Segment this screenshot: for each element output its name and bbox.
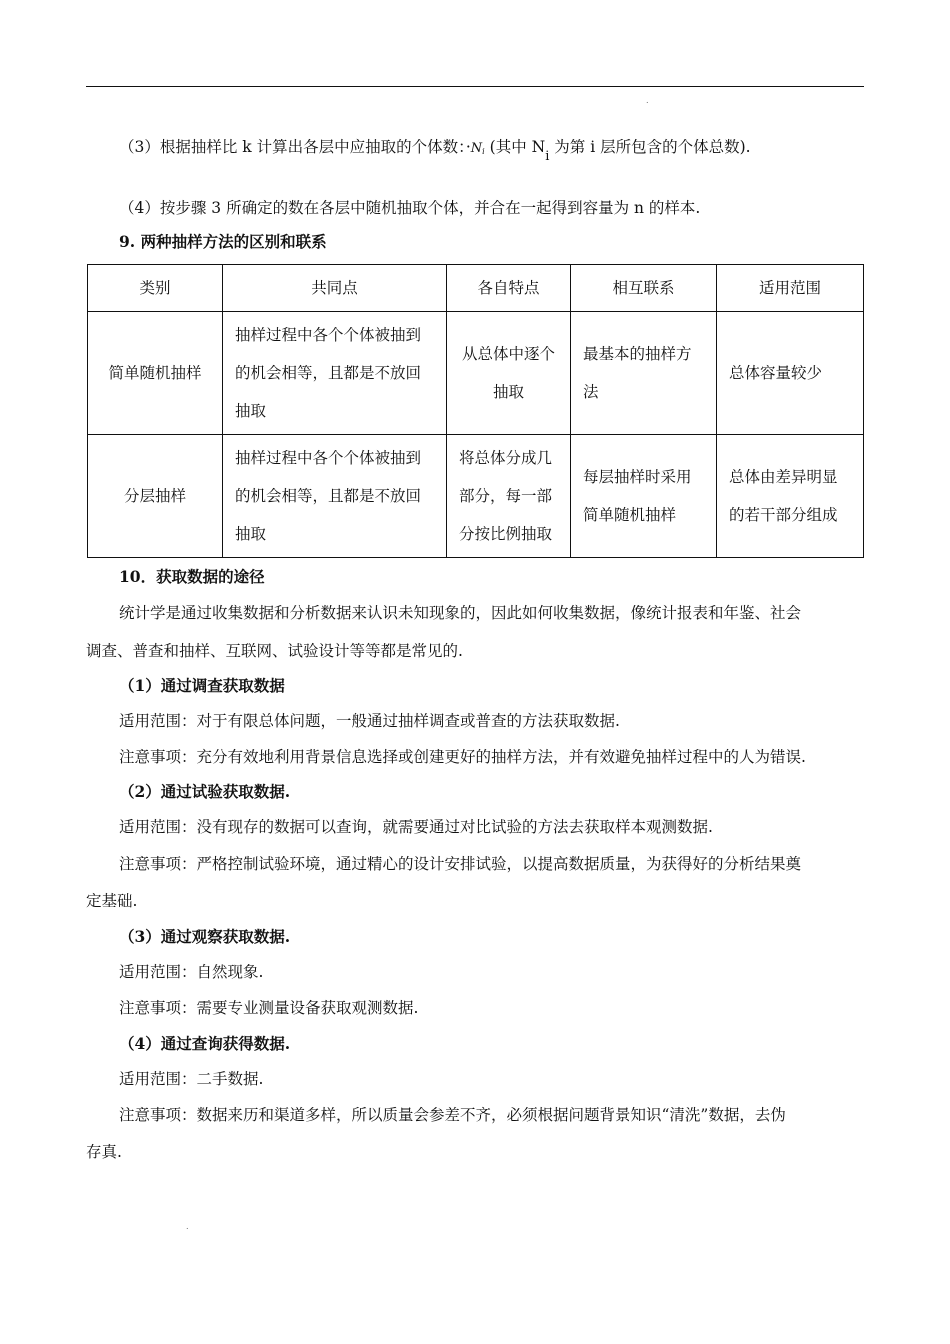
table-row bbox=[88, 435, 864, 558]
subsection-3-scope: 适用范围：自然现象. bbox=[119, 963, 264, 981]
para-3-mid: (其中 N bbox=[484, 138, 546, 156]
cell-common: 抽样过程中各个个体被抽到的机会相等，且都是不放回抽取 bbox=[223, 435, 447, 558]
header-common-points: 共同点 bbox=[223, 265, 447, 312]
para-4: （4）按步骤 3 所确定的数在各层中随机抽取个体，并合在一起得到容量为 n 的样本. bbox=[119, 199, 701, 217]
para-3 bbox=[119, 137, 751, 164]
header-mark: . bbox=[646, 96, 649, 105]
cell-scope: 总体容量较少 bbox=[717, 312, 864, 435]
subsection-3-title: （3）通过观察获取数据. bbox=[119, 927, 291, 946]
sampling-comparison-table bbox=[87, 264, 864, 558]
header-scope: 适用范围 bbox=[717, 265, 864, 312]
para-3-suffix: 为第 i 层所包含的个体总数). bbox=[549, 138, 751, 156]
footer-mark: . bbox=[186, 1222, 189, 1231]
para-3-prefix: （3）根据抽样比 k 计算出各层中应抽取的个体数：· bbox=[119, 138, 471, 156]
cell-scope: 总体由差异明显的若干部分组成 bbox=[717, 435, 864, 558]
subsection-4-note-line-1: 注意事项：数据来历和渠道多样，所以质量会参差不齐，必须根据问题背景知识“清洗”数据，去伪 bbox=[119, 1106, 786, 1124]
table-header-row bbox=[88, 265, 864, 312]
ni-subscript: i bbox=[482, 147, 485, 156]
subsection-1-scope: 适用范围：对于有限总体问题，一般通过抽样调查或普查的方法获取数据. bbox=[119, 712, 620, 730]
subsection-2-scope: 适用范围：没有现存的数据可以查询，就需要通过对比试验的方法去获取样本观测数据. bbox=[119, 818, 713, 836]
header-rule bbox=[86, 86, 864, 87]
cell-category: 简单随机抽样 bbox=[88, 312, 223, 435]
section-9-heading: 9. 两种抽样方法的区别和联系 bbox=[119, 232, 327, 251]
cell-common: 抽样过程中各个个体被抽到的机会相等，且都是不放回抽取 bbox=[223, 312, 447, 435]
section-10-intro-line-1: 统计学是通过收集数据和分析数据来认识未知现象的，因此如何收集数据，像统计报表和年鉴、社会 bbox=[119, 604, 802, 622]
cell-feature: 从总体中逐个抽取 bbox=[447, 312, 571, 435]
subsection-1-note: 注意事项：充分有效地利用背景信息选择或创建更好的抽样方法，并有效避免抽样过程中的人为错误. bbox=[119, 748, 806, 766]
header-relation: 相互联系 bbox=[571, 265, 717, 312]
section-10-intro-line-2: 调查、普查和抽样、互联网、试验设计等等都是常见的. bbox=[86, 642, 463, 660]
subsection-2-note-line-1: 注意事项：严格控制试验环境，通过精心的设计安排试验，以提高数据质量，为获得好的分析结果奠 bbox=[119, 855, 802, 873]
subsection-2-note-line-2: 定基础. bbox=[86, 892, 138, 910]
cell-category: 分层抽样 bbox=[88, 435, 223, 558]
ni-symbol: N bbox=[470, 141, 483, 156]
subsection-2-title: （2）通过试验获取数据. bbox=[119, 782, 291, 801]
subsection-4-title: （4）通过查询获得数据. bbox=[119, 1034, 291, 1053]
subsection-1-title: （1）通过调查获取数据 bbox=[119, 676, 285, 695]
para-3-subscript-i: i bbox=[545, 149, 550, 164]
section-10-heading: 10．获取数据的途径 bbox=[119, 567, 265, 586]
header-features: 各自特点 bbox=[447, 265, 571, 312]
cell-feature: 将总体分成几部分，每一部分按比例抽取 bbox=[447, 435, 571, 558]
table-row bbox=[88, 312, 864, 435]
subsection-4-scope: 适用范围：二手数据. bbox=[119, 1070, 264, 1088]
cell-relation: 最基本的抽样方法 bbox=[571, 312, 717, 435]
header-category: 类别 bbox=[88, 265, 223, 312]
subsection-3-note: 注意事项：需要专业测量设备获取观测数据. bbox=[119, 999, 419, 1017]
subsection-4-note-line-2: 存真. bbox=[86, 1143, 122, 1161]
cell-relation: 每层抽样时采用简单随机抽样 bbox=[571, 435, 717, 558]
